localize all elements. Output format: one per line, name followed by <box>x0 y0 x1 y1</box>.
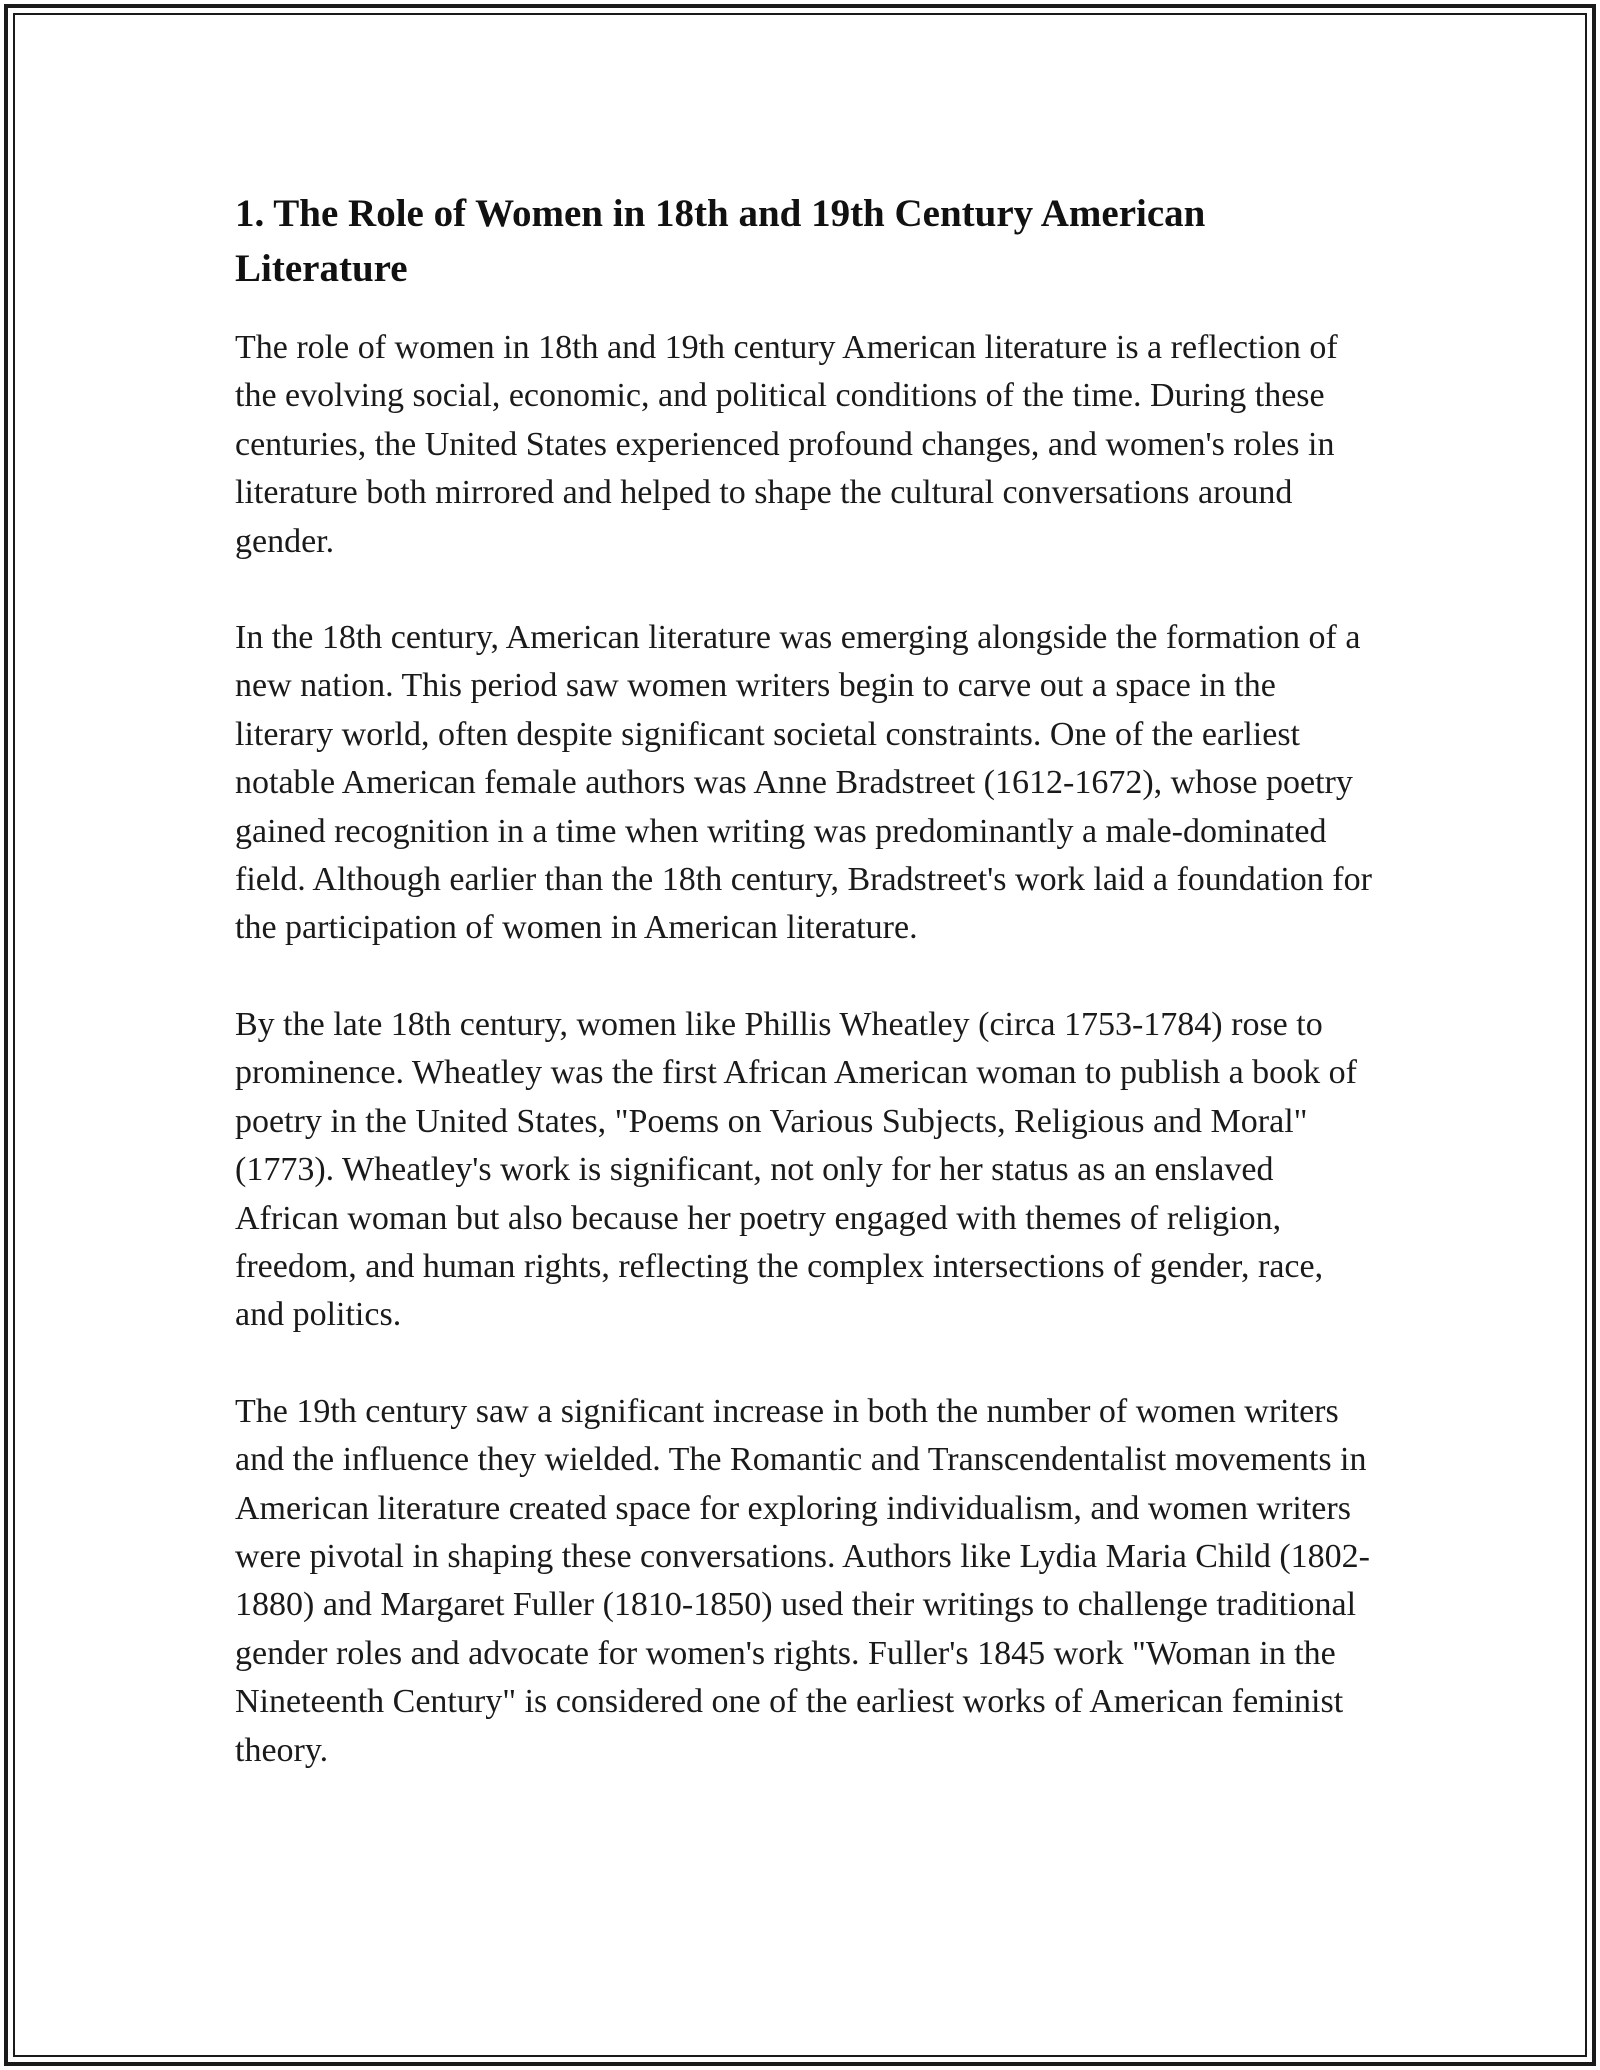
paragraph-1: The role of women in 18th and 19th century American literature is a reflection of the evolving social, economic, and political conditions of the time. During these centuries, the United States experienced profound changes, and women's roles in literature both mirrored and helped to shape the cultural conversations around gender. <box>235 329 1338 560</box>
paragraph-3: By the late 18th century, women like Phillis Wheatley (circa 1753-1784) rose to prominence. Wheatley was the first African American woman to publish a book of poetry in the United States, "Poems on Various Subjects, Religious and Moral" (1773). Wheatley's work is significant, not only for her status as an enslaved African woman but also because her poetry engaged with themes of religion, freedom, and human rights, reflecting the complex intersections of gender, race, and politics. <box>235 1005 1357 1334</box>
paragraph-4: The 19th century saw a significant increase in both the number of women writers and the influence they wielded. The Romantic and Transcendentalist movements in American literature created space for exploring individualism, and women writers were pivotal in shaping these conversations. Authors like Lydia Maria Child (1802-1880) and Margaret Fuller (1810-1850) used their writings to challenge traditional gender roles and advocate for women's rights. Fuller's 1845 work "Woman in the Nineteenth Century" is considered one of the earliest works of American feminist theory. <box>235 1392 1370 1769</box>
document-body <box>235 186 1375 1823</box>
section-heading: 1. The Role of Women in 18th and 19th Century American Literature <box>235 192 1206 290</box>
paragraph-2: In the 18th century, American literature was emerging alongside the formation of a new nation. This period saw women writers begin to carve out a space in the literary world, often despite significant societal constraints. One of the earliest notable American female authors was Anne Bradstreet (1612-1672), whose poetry gained recognition in a time when writing was predominantly a male-dominated field. Although earlier than the 18th century, Bradstreet's work laid a foundation for the participation of women in American literature. <box>235 619 1372 947</box>
